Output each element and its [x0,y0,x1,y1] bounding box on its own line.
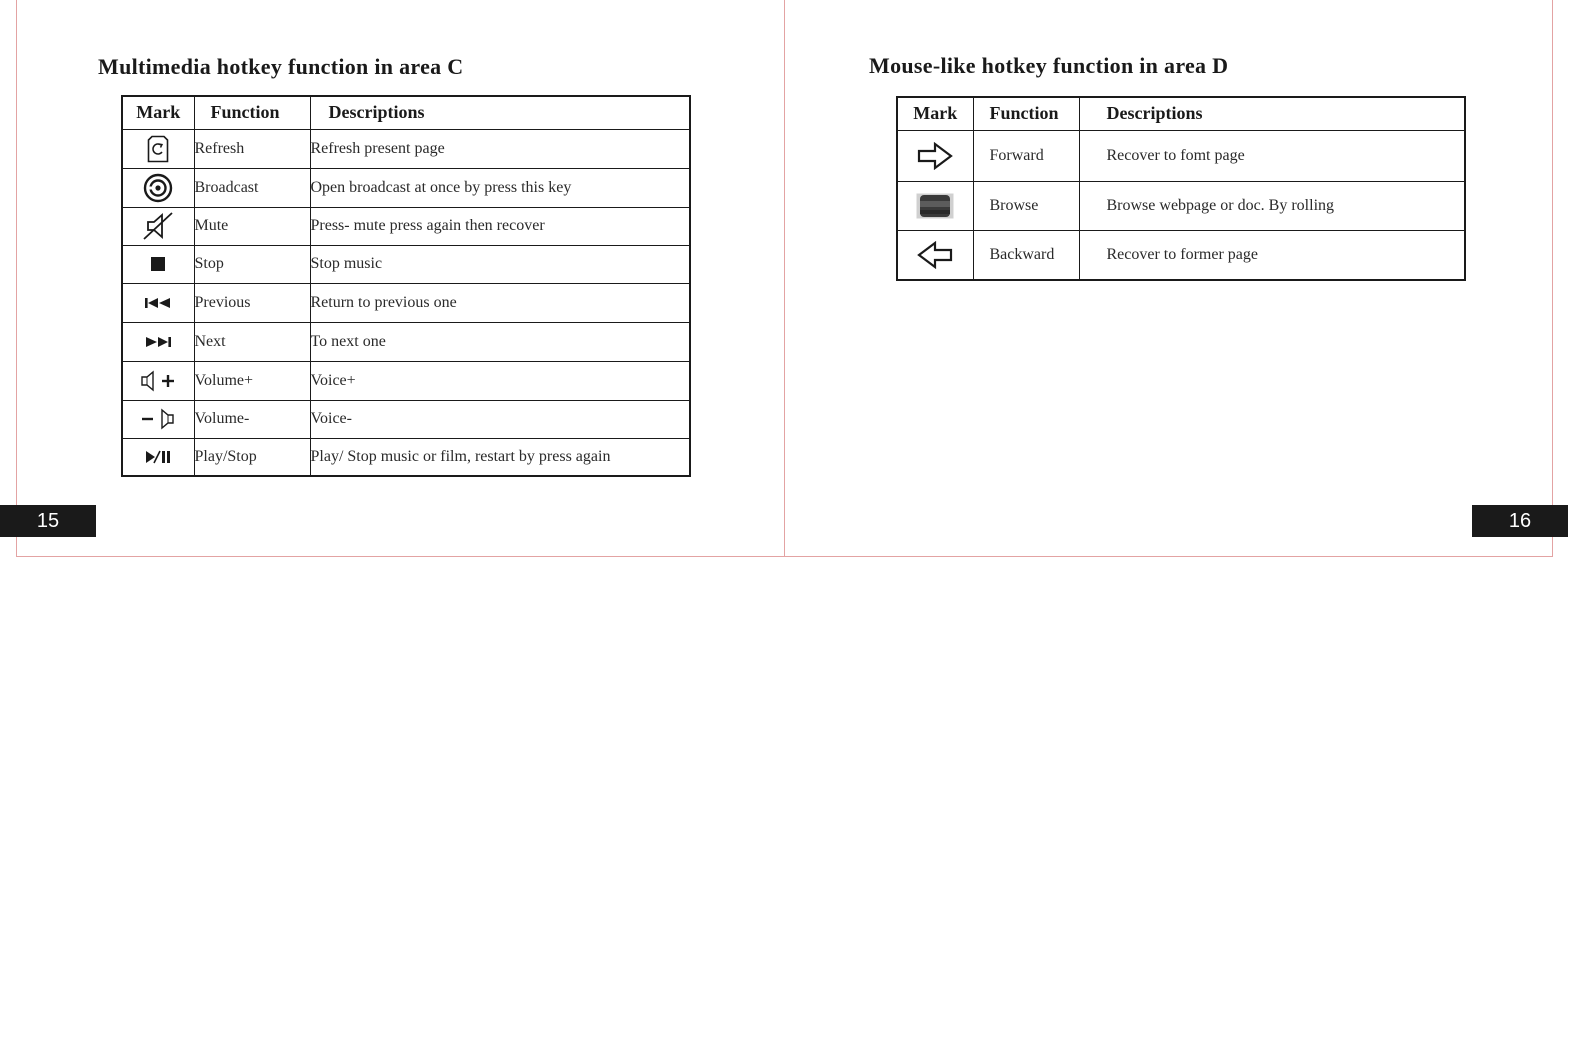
table-row [122,322,690,361]
scroll-wheel-icon [916,193,954,219]
description-cell: Play/ Stop music or film, restart by press again [310,438,690,476]
refresh-icon [147,135,169,163]
function-cell: Volume- [194,400,310,438]
table-row [897,181,1465,230]
mark-cell [897,130,973,181]
volume-down-icon [141,407,175,431]
previous-icon [144,297,172,309]
function-cell: Volume+ [194,361,310,400]
mark-cell [122,245,194,283]
function-header: Function [973,97,1079,130]
description-cell: To next one [310,322,690,361]
function-cell: Broadcast [194,168,310,207]
description-cell: Browse webpage or doc. By rolling [1079,181,1465,230]
table-header-row [122,96,690,129]
function-cell: Next [194,322,310,361]
mouse-hotkey-table [896,96,1466,281]
forward-arrow-icon [917,142,953,170]
description-cell: Press- mute press again then recover [310,207,690,245]
mark-cell [122,322,194,361]
function-cell: Mute [194,207,310,245]
mark-cell [122,129,194,168]
function-header: Function [194,96,310,129]
volume-up-icon [140,369,176,393]
description-cell: Recover to fomt page [1079,130,1465,181]
table-row [122,245,690,283]
right-page-title: Mouse-like hotkey function in area D [869,53,1229,78]
function-cell: Previous [194,283,310,322]
description-cell: Voice+ [310,361,690,400]
stop-icon [150,256,166,272]
description-cell: Open broadcast at once by press this key [310,168,690,207]
function-cell: Play/Stop [194,438,310,476]
table-row [122,361,690,400]
mark-cell [122,168,194,207]
table-row [122,283,690,322]
page-number-left: 15 [0,505,96,537]
mark-header: Mark [897,97,973,130]
broadcast-icon [143,173,173,203]
table-header-row [897,97,1465,130]
mark-cell [122,400,194,438]
description-cell: Stop music [310,245,690,283]
page-number-right: 16 [1472,505,1568,537]
mark-cell [122,361,194,400]
mute-icon [142,211,174,241]
mark-header: Mark [122,96,194,129]
description-cell: Voice- [310,400,690,438]
table-row [122,438,690,476]
description-cell: Return to previous one [310,283,690,322]
table-row [897,230,1465,280]
mark-cell [122,207,194,245]
table-row [122,168,690,207]
table-row [897,130,1465,181]
descriptions-header: Descriptions [310,96,690,129]
function-cell: Stop [194,245,310,283]
multimedia-hotkey-table [121,95,691,477]
function-cell: Browse [973,181,1079,230]
function-cell: Refresh [194,129,310,168]
page-divider [784,0,785,557]
mark-cell [122,438,194,476]
mark-cell [897,230,973,280]
left-page-title: Multimedia hotkey function in area C [98,54,464,79]
table-row [122,207,690,245]
play-pause-icon [144,450,172,464]
descriptions-header: Descriptions [1079,97,1465,130]
next-icon [144,336,172,348]
mark-cell [897,181,973,230]
table-row [122,400,690,438]
function-cell: Forward [973,130,1079,181]
table-row [122,129,690,168]
description-cell: Refresh present page [310,129,690,168]
mark-cell [122,283,194,322]
description-cell: Recover to former page [1079,230,1465,280]
backward-arrow-icon [917,241,953,269]
function-cell: Backward [973,230,1079,280]
